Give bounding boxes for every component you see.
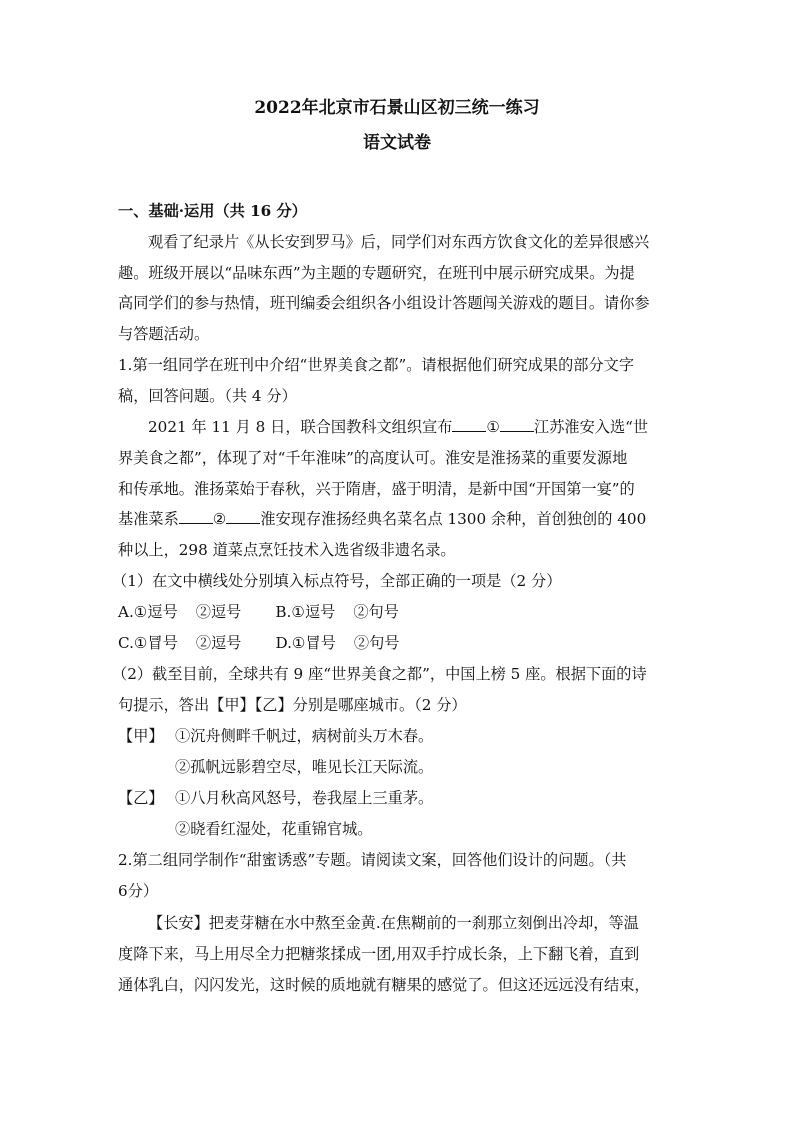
option-c: C.①冒号 [118,634,178,652]
poem-line: ②晓看红湿处，花重锦官城。 [175,820,373,838]
question-2-stem: 6分） [118,882,159,900]
option-a: A.①逗号 [118,603,178,621]
sub-question-2: 句提示，答出【甲】【乙】分别是哪座城市。（2 分） [118,696,467,714]
answer-blank [500,417,534,432]
poem-label-yi: 【乙】 [118,789,164,807]
passage-text: 淮安现存淮扬经典名菜名点 1300 余种，首创独创的 400 [260,510,647,528]
passage-line: 和传承地。淮扬菜始于春秋，兴于隋唐，盛于明清，是新中国“开国第一宴”的 [118,480,635,498]
answer-blank [226,509,260,524]
passage-text: 江苏淮安入选“世 [534,418,649,436]
intro-line: 趣。班级开展以“品味东西”为主题的专题研究，在班刊中展示研究成果。为提 [118,264,635,282]
poem-label-jia: 【甲】 [118,727,164,745]
option-d-second: ②句号 [353,634,400,652]
passage-line [118,509,678,529]
passage-text: 基准菜系 [118,510,179,528]
exam-subtitle: 语文试卷 [363,133,431,153]
question-2-stem: 2.第二组同学制作“甜蜜诱惑”专题。请阅读文案，回答他们设计的问题。（共 [118,851,627,869]
option-row [118,633,678,653]
sub-question-1: （1）在文中横线处分别填入标点符号，全部正确的一项是（2 分） [112,572,562,590]
poem-line: ②孤帆远影碧空尽，唯见长江天际流。 [175,758,434,776]
question-1-stem: 1.第一组同学在班刊中介绍“世界美食之都”。请根据他们研究成果的部分文字 [118,356,635,374]
poem-line: ①沉舟侧畔千帆过，病树前头万木春。 [175,727,434,745]
answer-blank [452,417,486,432]
sub-question-2: （2）截至目前，全球共有 9 座“世界美食之都”，中国上榜 5 座。根据下面的诗 [112,665,647,683]
passage-line: 通体乳白，闪闪发光，这时候的质地就有糖果的感觉了。但这还远远没有结束， [118,976,650,994]
poem-line: ①八月秋高风怒号，卷我屋上三重茅。 [175,789,434,807]
passage-line: 【长安】把麦芽糖在水中熬至金黄.在焦糊前的一刹那立刻倒出冷却，等温 [148,914,639,932]
intro-line: 与答题活动。 [118,325,210,343]
option-b-second: ②句号 [353,603,399,621]
exam-title: 2022年北京市石景山区初三统一练习 [254,98,540,118]
passage-text: 2021 年 11 月 8 日，联合国教科文组织宣布 [148,418,453,436]
option-a-second: ②逗号 [195,603,242,621]
intro-line: 高同学们的参与热情，班刊编委会组织各小组设计答题闯关游戏的题目。请你参 [118,294,650,312]
blank-marker: ① [486,418,501,436]
passage-line: 种以上，298 道菜点烹饪技术入选省级非遗名录。 [118,541,456,559]
answer-blank [179,509,213,524]
option-c-second: ②逗号 [195,634,242,652]
option-d: D.①冒号 [275,634,336,652]
question-1-stem: 稿，回答问题。（共 4 分） [118,387,297,405]
blank-marker: ② [212,510,227,528]
passage-line: 度降下来，马上用尽全力把糖浆揉成一团,用双手拧成长条，上下翻飞着，直到 [118,945,640,963]
intro-line: 观看了纪录片《从长安到罗马》后，同学们对东西方饮食文化的差异很感兴 [148,233,650,251]
option-row [118,602,678,622]
passage-line [148,417,708,437]
option-b: B.①逗号 [275,603,336,621]
passage-line: 界美食之都”，体现了对“千年淮味”的高度认可。淮安是淮扬菜的重要发源地 [118,449,628,467]
section-heading: 一、基础·运用（共 16 分） [118,202,307,220]
